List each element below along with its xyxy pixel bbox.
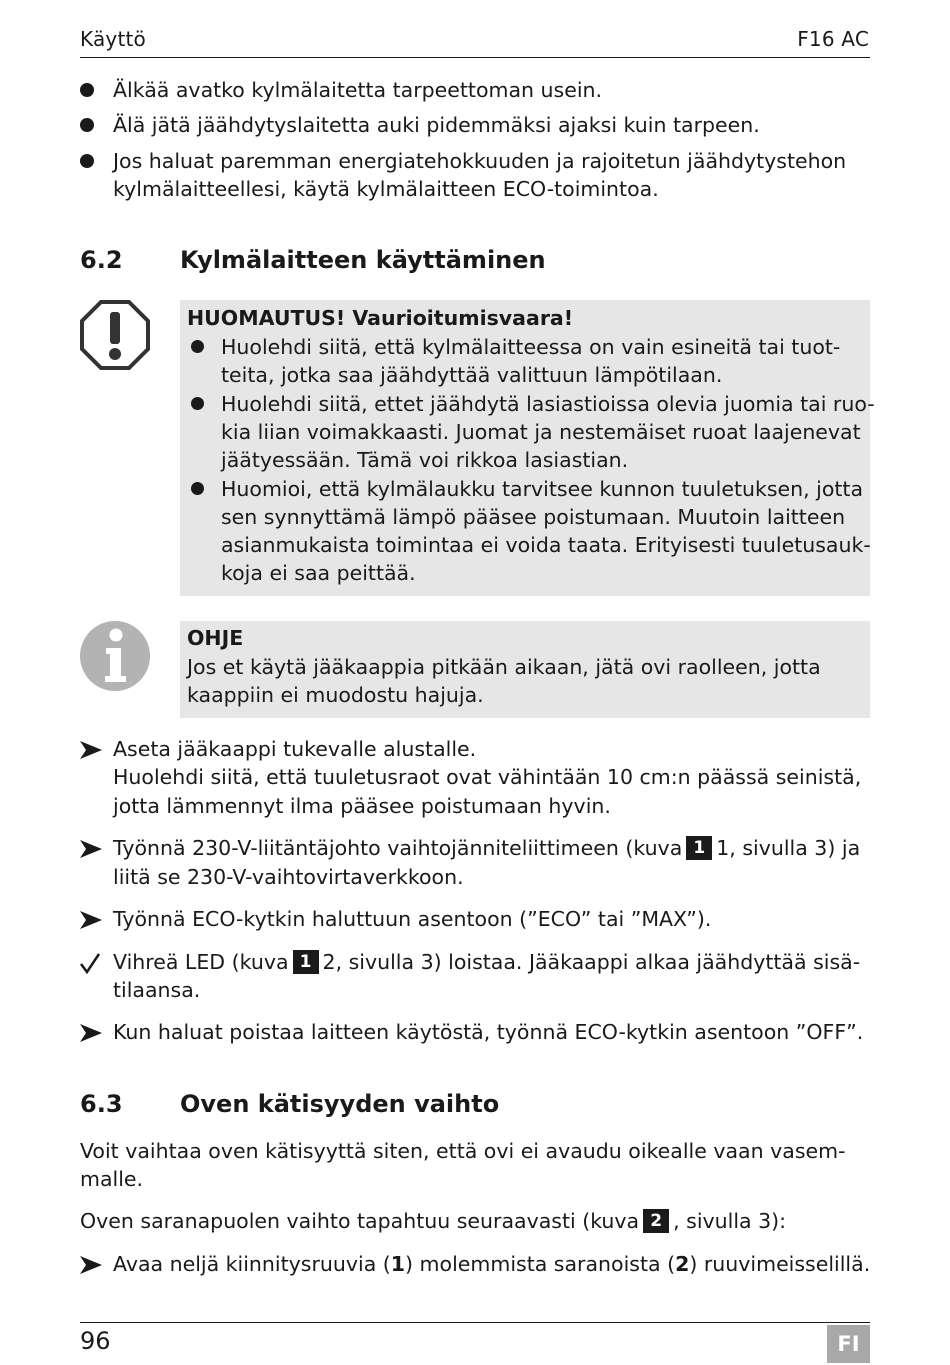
section-heading-6-2 [80,246,680,278]
result-text-a: Vihreä LED (kuva [113,950,289,974]
step-2-text-a: Työnnä 230-V-liitäntäjohto vaihtojänniteliittimeen (kuva [113,836,683,860]
bullet-dot-icon [80,118,94,132]
hint-line-1: Jos et käytä jääkaappia pitkään aikaan, jätä ovi raolleen, jotta [187,655,821,679]
paragraph-1-line-2: malle. [80,1167,144,1191]
notice-item-2-line-1: Huolehdi siitä, ettet jäähdytä lasiastioissa olevia juomia tai ruo- [221,392,875,416]
arrow-right-icon [80,910,102,930]
arrow-right-icon [80,1023,102,1043]
intro-bullet-3-line-1: Jos haluat paremman energiatehokkuuden ja rajoitetun jäähdytystehon [113,149,847,173]
language-tab: FI [827,1325,870,1363]
header-rule [80,57,870,58]
notice-box [180,300,875,596]
arrow-right-icon [80,1255,102,1275]
step-1-line-2: Huolehdi siitä, että tuuletusraot ovat vähintään 10 cm:n päässä seinistä, [113,765,862,789]
step-4: Kun haluat poistaa laitteen käytöstä, työnnä ECO-kytkin asentoon ”OFF”. [113,1020,864,1044]
notice-item-1-line-1: Huolehdi siitä, että kylmälaitteessa on vain esineitä tai tuot- [221,335,841,359]
step-5 [113,1250,870,1278]
running-header-model: F16 AC [797,27,869,51]
step-5-text-a: Avaa neljä kiinnitysruuvia ( [113,1252,391,1276]
bullet-dot-icon [191,482,204,495]
paragraph-2 [80,1207,786,1235]
notice-item-3-line-2: sen synnyttämä lämpö pääsee poistumaan. Muutoin laitteen [221,505,846,529]
footer-rule [80,1322,870,1323]
checkmark-icon [80,952,100,974]
bullet-dot-icon [80,154,94,168]
figure-badge: 1 [686,836,712,860]
intro-bullet-2: Älä jätä jäähdytyslaitetta auki pidemmäksi ajaksi kuin tarpeen. [113,113,760,137]
result-line-2: tilaansa. [113,978,201,1002]
page-number: 96 [80,1327,111,1355]
step-2-line-1 [113,834,860,862]
figure-badge: 2 [643,1209,669,1233]
step-2-line-2: liitä se 230-V-vaihtovirtaverkkoon. [113,865,464,889]
step-5-text-b: ) molemmista saranoista ( [405,1252,676,1276]
paragraph-2-text-a: Oven saranapuolen vaihto tapahtuu seuraavasti (kuva [80,1209,640,1233]
arrow-right-icon [80,740,102,760]
paragraph-1-line-1: Voit vaihtaa oven kätisyyttä siten, että ovi ei avaudu oikealle vaan vasem- [80,1139,846,1163]
step-5-ref-1: 1 [390,1252,406,1276]
intro-bullet-3-line-2: kylmälaitteellesi, käytä kylmälaitteen ECO-toimintoa. [113,177,659,201]
notice-item-1-line-2: teita, jotka saa jäähdyttää valittuun lämpötilaan. [221,363,723,387]
hint-title: OHJE [187,626,244,650]
result-text-b: 2, sivulla 3) loistaa. Jääkaappi alkaa jäähdyttää sisä- [322,950,861,974]
result-line-1 [113,948,860,976]
notice-item-3-line-4: koja ei saa peittää. [221,561,416,585]
section-number: 6.2 [80,246,123,274]
section-title: Oven kätisyyden vaihto [180,1090,500,1118]
warning-octagon-icon [79,299,151,371]
paragraph-2-text-b: , sivulla 3): [673,1209,787,1233]
hint-line-2: kaappiin ei muodostu hajuja. [187,683,484,707]
section-number: 6.3 [80,1090,123,1118]
step-2-text-b: 1, sivulla 3) ja [716,836,861,860]
hint-box [180,621,870,718]
arrow-right-icon [80,839,102,859]
step-1-line-3: jotta lämmennyt ilma pääsee poistumaan hyvin. [113,794,611,818]
running-header-section: Käyttö [80,27,146,51]
notice-title: HUOMAUTUS! Vaurioitumisvaara! [187,306,574,330]
intro-bullet-1: Älkää avatko kylmälaitetta tarpeettoman usein. [113,78,603,102]
notice-item-3-line-3: asianmukaista toimintaa ei voida taata. Erityisesti tuuletusauk- [221,533,871,557]
bullet-dot-icon [191,397,204,410]
step-3: Työnnä ECO-kytkin haluttuun asentoon (”ECO” tai ”MAX”). [113,907,712,931]
bullet-dot-icon [191,340,204,353]
figure-badge: 1 [293,950,319,974]
notice-item-3-line-1: Huomioi, että kylmälaukku tarvitsee kunnon tuuletuksen, jotta [221,477,864,501]
section-heading-6-3 [80,1090,680,1122]
info-circle-icon [79,620,151,692]
notice-item-2-line-2: kia liian voimakkaasti. Juomat ja nestemäiset ruoat laajenevat [221,420,861,444]
section-title: Kylmälaitteen käyttäminen [180,246,546,274]
bullet-dot-icon [80,83,94,97]
notice-item-2-line-3: jäätyessään. Tämä voi rikkoa lasiastian. [221,448,629,472]
step-5-text-c: ) ruuvimeisselillä. [689,1252,871,1276]
step-1-line-1: Aseta jääkaappi tukevalle alustalle. [113,737,477,761]
step-5-ref-2: 2 [675,1252,690,1276]
